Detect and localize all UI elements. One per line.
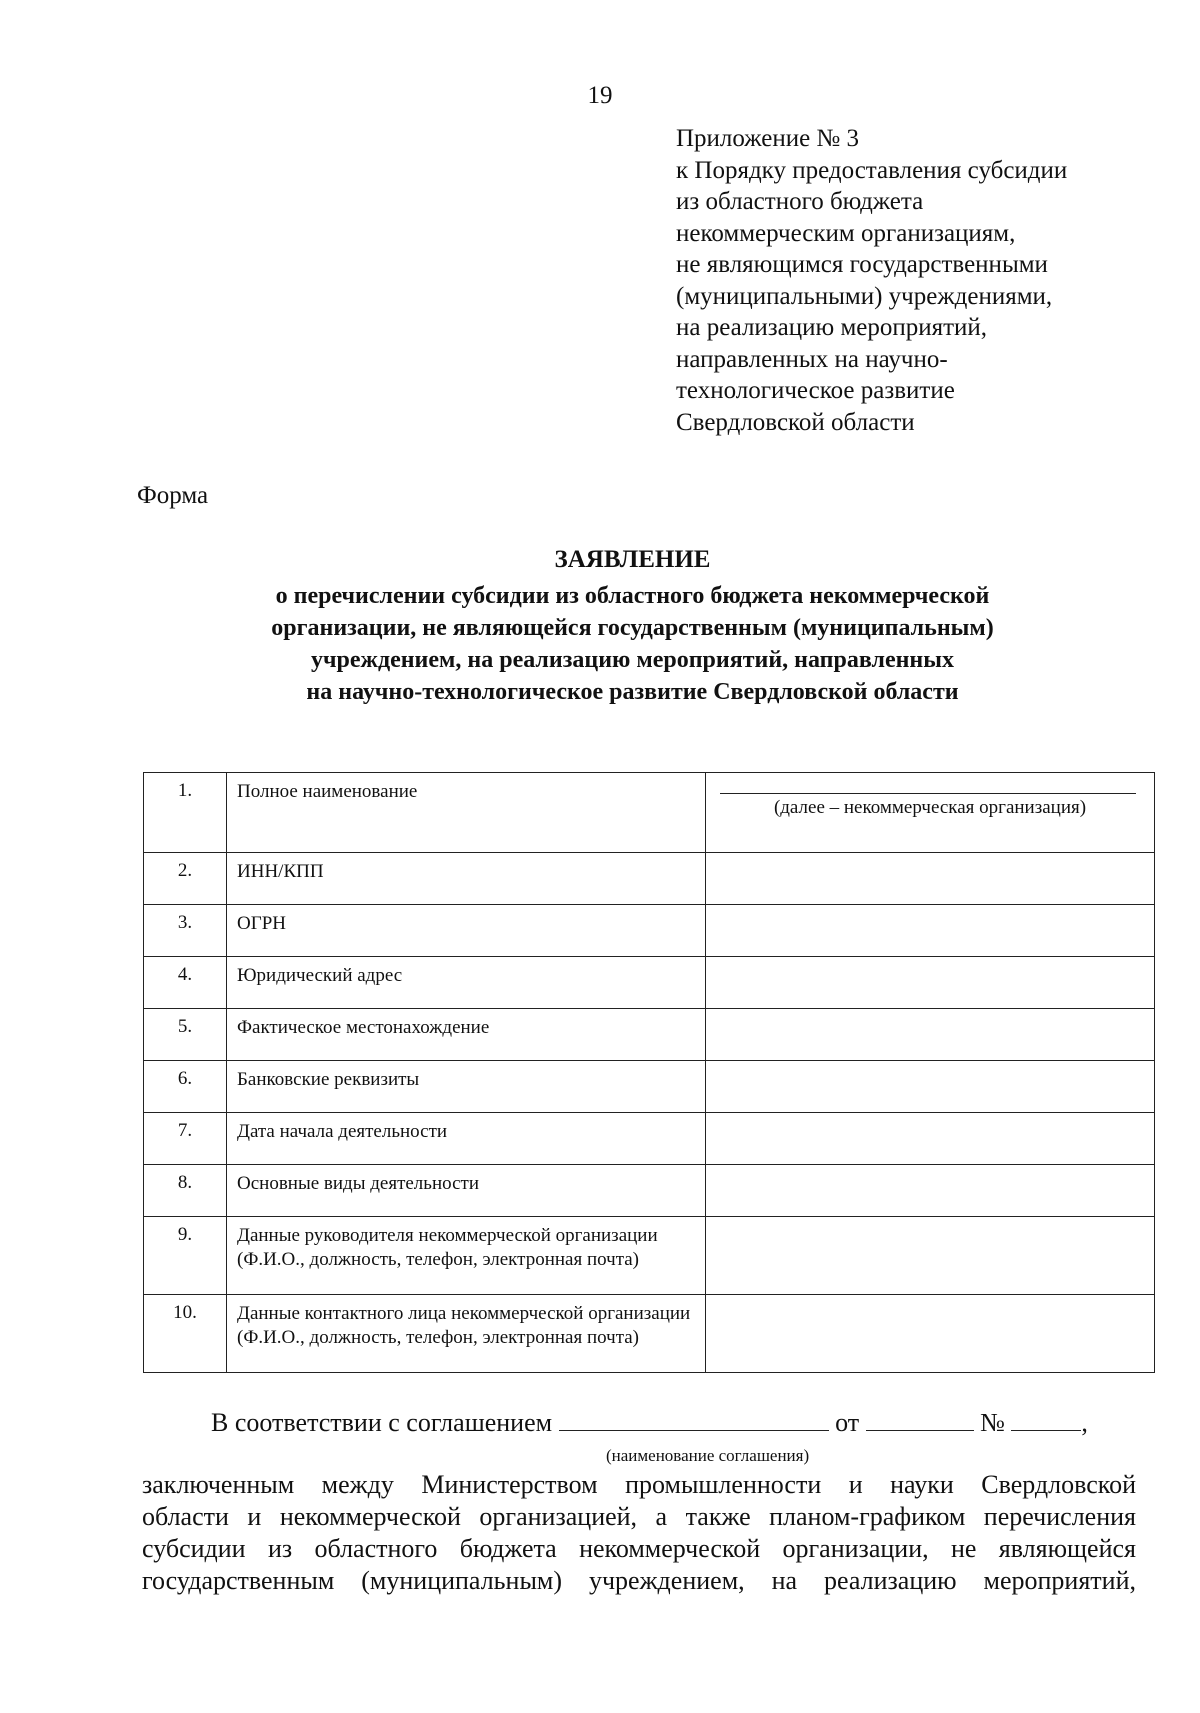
application-table bbox=[143, 772, 1155, 1373]
table-row bbox=[144, 1061, 1155, 1113]
row-number: 2. bbox=[144, 853, 227, 905]
value-caption: (далее – некоммерческая организация) bbox=[773, 797, 1087, 818]
agreement-number-label: № bbox=[980, 1408, 1005, 1437]
appendix-line: Свердловской области bbox=[676, 408, 915, 436]
row-value-cell[interactable] bbox=[706, 1113, 1155, 1165]
document-subtitle bbox=[0, 580, 1200, 708]
table-row bbox=[144, 1009, 1155, 1061]
table-row bbox=[144, 1113, 1155, 1165]
table-row bbox=[144, 773, 1155, 853]
row-value-cell[interactable] bbox=[706, 905, 1155, 957]
table-row bbox=[144, 1295, 1155, 1373]
table-row bbox=[144, 957, 1155, 1009]
appendix-line: (муниципальными) учреждениями, bbox=[676, 282, 1053, 310]
row-value-cell[interactable] bbox=[706, 773, 1155, 853]
agreement-caption: (наименование соглашения) bbox=[606, 1446, 810, 1465]
row-value-cell[interactable] bbox=[706, 1295, 1155, 1373]
row-number: 6. bbox=[144, 1061, 227, 1113]
row-label: Фактическое местонахождение bbox=[227, 1009, 706, 1061]
row-label: Банковские реквизиты bbox=[227, 1061, 706, 1113]
row-number: 5. bbox=[144, 1009, 227, 1061]
appendix-line: технологическое развитие bbox=[676, 377, 955, 404]
agreement-line bbox=[211, 1408, 1088, 1438]
appendix-line: на реализацию мероприятий, bbox=[676, 314, 988, 341]
appendix-header bbox=[676, 123, 1176, 438]
agreement-suffix: , bbox=[1081, 1408, 1088, 1437]
appendix-line: к Порядку предоставления субсидии bbox=[676, 156, 1068, 184]
row-value-cell[interactable] bbox=[706, 1009, 1155, 1061]
table-row bbox=[144, 1165, 1155, 1217]
row-number: 7. bbox=[144, 1113, 227, 1165]
subtitle-line: на научно-технологическое развитие Свердловской области bbox=[306, 679, 959, 705]
body-line: субсидии из областного бюджета некоммерческой организации, не являющейся bbox=[142, 1534, 1136, 1563]
row-value-cell[interactable] bbox=[706, 1217, 1155, 1295]
agreement-name-field[interactable] bbox=[559, 1408, 829, 1431]
row-number: 3. bbox=[144, 905, 227, 957]
body-line: государственным (муниципальным) учреждением, на реализацию мероприятий, bbox=[142, 1566, 1136, 1595]
row-value-cell[interactable] bbox=[706, 957, 1155, 1009]
row-label: Данные руководителя некоммерческой организации (Ф.И.О., должность, телефон, электронная почта) bbox=[227, 1217, 706, 1295]
body-paragraph bbox=[142, 1469, 1136, 1597]
subtitle-line: о перечислении субсидии из областного бюджета некоммерческой bbox=[275, 583, 990, 609]
row-label: Полное наименование bbox=[227, 773, 706, 853]
appendix-line: Приложение № 3 bbox=[676, 125, 860, 152]
agreement-date-field[interactable] bbox=[866, 1408, 974, 1431]
row-value-cell[interactable] bbox=[706, 1165, 1155, 1217]
row-label: Основные виды деятельности bbox=[227, 1165, 706, 1217]
row-label: Дата начала деятельности bbox=[227, 1113, 706, 1165]
row-value-cell[interactable] bbox=[706, 1061, 1155, 1113]
row-number: 1. bbox=[144, 773, 227, 853]
row-value-cell[interactable] bbox=[706, 853, 1155, 905]
table-row bbox=[144, 853, 1155, 905]
row-number: 4. bbox=[144, 957, 227, 1009]
document-title: ЗАЯВЛЕНИЕ bbox=[554, 546, 711, 573]
agreement-number-field[interactable] bbox=[1011, 1408, 1081, 1431]
row-label: ИНН/КПП bbox=[227, 853, 706, 905]
appendix-line: не являющимся государственными bbox=[676, 251, 1048, 278]
agreement-prefix: В соответствии с соглашением bbox=[211, 1408, 553, 1437]
subtitle-line: учреждением, на реализацию мероприятий, направленных bbox=[311, 647, 954, 673]
row-label: Юридический адрес bbox=[227, 957, 706, 1009]
appendix-line: направленных на научно- bbox=[676, 345, 948, 373]
row-number: 10. bbox=[144, 1295, 227, 1373]
body-line: области и некоммерческой организацией, а также планом-графиком перечисления bbox=[142, 1502, 1136, 1531]
row-number: 8. bbox=[144, 1165, 227, 1217]
body-line: заключенным между Министерством промышленности и науки Свердловской bbox=[142, 1470, 1136, 1499]
subtitle-line: организации, не являющейся государственным (муниципальным) bbox=[271, 615, 994, 641]
row-label: Данные контактного лица некоммерческой организации (Ф.И.О., должность, телефон, электронная почта) bbox=[227, 1295, 706, 1373]
row-label: ОГРН bbox=[227, 905, 706, 957]
table-row bbox=[144, 1217, 1155, 1295]
fill-line bbox=[720, 793, 1136, 794]
agreement-from-label: от bbox=[835, 1408, 860, 1437]
row-number: 9. bbox=[144, 1217, 227, 1295]
table-row bbox=[144, 905, 1155, 957]
page-number: 19 bbox=[587, 82, 613, 109]
appendix-line: некоммерческим организациям, bbox=[676, 219, 1016, 247]
form-label: Форма bbox=[137, 482, 209, 509]
appendix-line: из областного бюджета bbox=[676, 188, 924, 215]
